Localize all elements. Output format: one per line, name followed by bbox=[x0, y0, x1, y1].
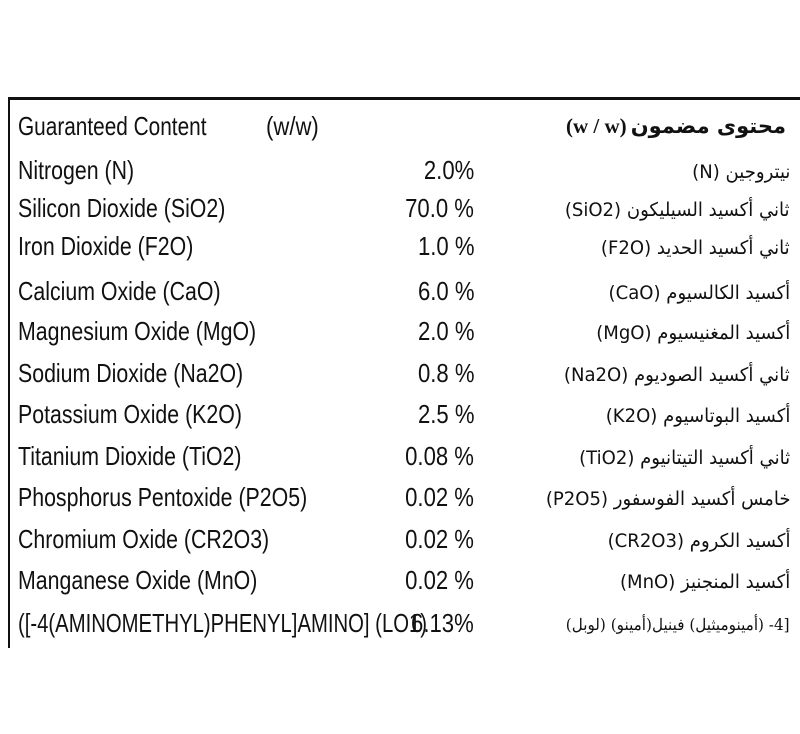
row-english-label: Silicon Dioxide (SiO2) bbox=[18, 193, 226, 223]
row-english-label: Manganese Oxide (MnO) bbox=[18, 565, 258, 595]
row-value: 2.0% bbox=[423, 155, 474, 185]
row-english-label: Iron Dioxide (F2O) bbox=[18, 231, 194, 261]
content-row-sodium-dioxide bbox=[0, 353, 800, 393]
row-value: 0.02 % bbox=[405, 524, 474, 554]
row-arabic-label: ثاني أكسيد الحديد (F2O) bbox=[601, 237, 790, 259]
row-value: 70.0 % bbox=[405, 193, 474, 223]
row-arabic-label: ثاني أكسيد السيليكون (SiO2) bbox=[565, 199, 790, 221]
row-value: 0.02 % bbox=[405, 565, 474, 595]
row-arabic-label: أكسيد البوتاسيوم (K2O) bbox=[605, 405, 790, 427]
row-value: 0.02 % bbox=[405, 482, 474, 512]
row-value: 2.5 % bbox=[417, 399, 474, 429]
header-english-title: Guaranteed Content bbox=[18, 111, 207, 141]
row-arabic-label: [4- (أمينوميثيل) فينيل(أمينو) (لوبل) bbox=[566, 615, 790, 634]
content-row-chromium-oxide bbox=[0, 519, 800, 559]
row-arabic-label: ثاني أكسيد التيتانيوم (TiO2) bbox=[578, 447, 790, 469]
row-english-label: ([-4(AMINOMETHYL)PHENYL]AMINO] (LO1) bbox=[18, 608, 428, 638]
row-english-label: Phosphorus Pentoxide (P2O5) bbox=[18, 482, 308, 512]
row-arabic-label: نيتروجين (N) bbox=[691, 161, 790, 183]
top-border-line bbox=[8, 97, 800, 100]
row-english-label: Sodium Dioxide (Na2O) bbox=[18, 358, 244, 388]
row-value: 6.0 % bbox=[417, 276, 474, 306]
row-arabic-label: أكسيد الكروم (CR2O3) bbox=[607, 530, 790, 552]
content-row-nitrogen bbox=[0, 150, 800, 190]
content-row-silicon-dioxide bbox=[0, 188, 800, 228]
row-arabic-label: خامس أكسيد الفوسفور (P2O5) bbox=[545, 488, 790, 510]
header-arabic-title: محتوى مضمون bbox=[630, 114, 786, 138]
content-row-phosphorus-pentoxide bbox=[0, 477, 800, 517]
row-arabic-label: ثاني أكسيد الصوديوم (Na2O) bbox=[564, 364, 790, 386]
content-row-potassium-oxide bbox=[0, 394, 800, 434]
row-english-label: Titanium Dioxide (TiO2) bbox=[18, 441, 242, 471]
row-arabic-label: أكسيد المغنيسيوم (MgO) bbox=[595, 322, 790, 344]
header-english-unit: (w/w) bbox=[266, 111, 319, 141]
content-row-magnesium-oxide bbox=[0, 311, 800, 351]
row-english-label: Calcium Oxide (CaO) bbox=[18, 276, 221, 306]
row-english-label: Potassium Oxide (K2O) bbox=[18, 399, 242, 429]
row-value: 1.0 % bbox=[417, 231, 474, 261]
row-english-label: Nitrogen (N) bbox=[18, 155, 135, 185]
header-arabic-unit: (w / w) bbox=[566, 114, 627, 138]
content-row-aminomethyl-phenyl-amino bbox=[0, 603, 800, 643]
row-arabic-label: أكسيد المنجنيز (MnO) bbox=[619, 571, 790, 593]
row-arabic-label: أكسيد الكالسيوم (CaO) bbox=[608, 282, 790, 304]
row-value: 2.0 % bbox=[417, 316, 474, 346]
row-english-label: Chromium Oxide (CR2O3) bbox=[18, 524, 270, 554]
row-english-label: Magnesium Oxide (MgO) bbox=[18, 316, 257, 346]
content-row-manganese-oxide bbox=[0, 560, 800, 600]
row-value: 0.08 % bbox=[405, 441, 474, 471]
content-row-titanium-dioxide bbox=[0, 436, 800, 476]
content-row-iron-dioxide bbox=[0, 226, 800, 266]
row-value: 6.13% bbox=[411, 608, 474, 638]
row-value: 0.8 % bbox=[417, 358, 474, 388]
content-row-calcium-oxide bbox=[0, 271, 800, 311]
